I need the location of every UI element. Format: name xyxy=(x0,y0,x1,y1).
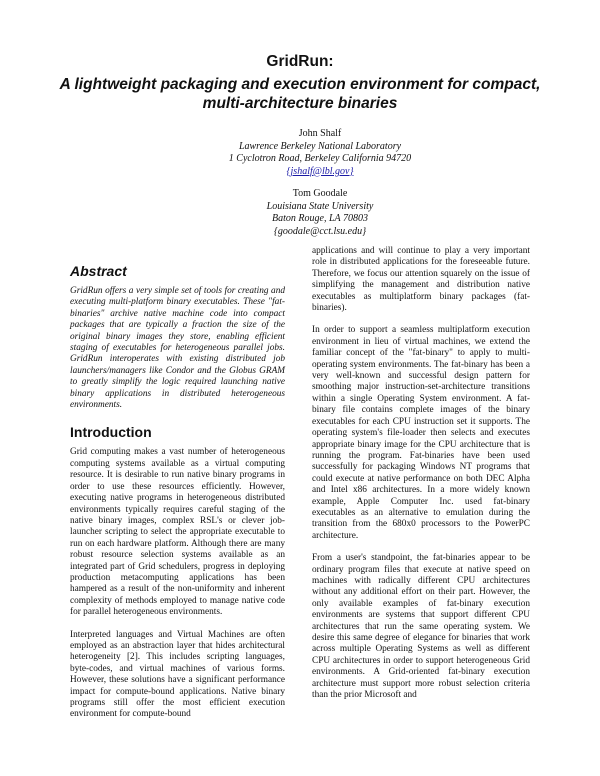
introduction-heading: Introduction xyxy=(70,424,152,441)
left-column xyxy=(70,262,285,732)
author-name: Tom Goodale xyxy=(292,188,348,199)
body-paragraph: Grid computing makes a vast number of heterogeneous computing systems available as a virtual computing resource. It is desirable to run native binary programs in order to use these resources efficiently. However, executing native programs in heterogeneous distributed environments typically requires careful staging of the native binary images, complex RSL's or clever job-launcher scripting to select the appropriate executable to run on each hardware platform. Although there are many robust resource selection systems available as an integrated part of Grid schedulers, progress in deploying production metacomputing applications has been hampered as a result of the non-uniformity and inherent complexity of methods employed to manage native code for parallel heterogeneous environments. xyxy=(70,447,285,618)
author-affiliation: Louisiana State University xyxy=(266,200,374,212)
author-affiliation: Lawrence Berkeley National Laboratory xyxy=(238,140,402,152)
right-column xyxy=(312,246,530,712)
author-address: Baton Rouge, LA 70803 xyxy=(272,213,368,224)
abstract-text: GridRun offers a very simple set of tools for creating and executing multi-platform binary executables. These "fat-binaries" archive native machine code into compact packages that are typically a fraction the size of the original binary images they store, enabling efficient staging of executables for heterogeneous parallel jobs. GridRun interoperates with existing distributed job launchers/managers like Condor and the Globus GRAM to greatly simplify the logic required launching native binary applications in distributed heterogeneous environments. xyxy=(70,286,285,411)
author-name: John Shalf xyxy=(298,128,342,139)
body-paragraph: In order to support a seamless multiplatform execution environment in lieu of virtual machines, we extend the familiar concept of the "fat-binary" to apply to multi-operating system environments. The fat-binary has been a very well-known and successful design pattern for smoothing major instruction-set-architecture transitions within a single Operating System environment. A fat-binary file contains complete images of the binary executables for each CPU instruction set it supports. The operating system's file-loader then selects and executes appropriate binary image for the CPU architecture that is running the program. Fat-binaries have been used successfully for packaging Windows NT programs that could execute at native performance on both DEC Alpha and Intel x86 architectures. In a more widely known example, Apple Computer Inc. used fat-binary executables as an alternative to emulation during the transition from the 680x0 processors to the PowerPC architecture. xyxy=(312,325,530,541)
abstract-heading: Abstract xyxy=(70,263,127,279)
author-email: {goodale@cct.lsu.edu} xyxy=(273,225,367,237)
paper-title: GridRun: xyxy=(266,53,334,70)
body-paragraph: applications and will continue to play a very important role in distributed applications for the foreseeable future. Therefore, we focus our attention squarely on the issue of simplifying the management and distribution native executables as multiplatform binary packages (fat-binaries). xyxy=(312,246,530,314)
body-paragraph: From a user's standpoint, the fat-binaries appear to be ordinary program files that execute at native speed on machines with radically different CPU architectures without any additional effort on their part. However, the only available examples of fat-binary execution environments are systems that support different CPU architectures that run the same operating system. We desire this same degree of elegance for binaries that work across multiple Operating Systems as well as different CPU architectures in order to support heterogeneous Grid environments. A Grid-oriented fat-binary execution architecture must support more robust selection criteria than the prior Microsoft and xyxy=(312,553,530,701)
paper-subtitle: A lightweight packaging and execution environment for compact, multi-architecture binaries xyxy=(59,76,541,112)
author-1 xyxy=(160,128,480,178)
body-paragraph: Interpreted languages and Virtual Machines are often employed as an abstraction layer that hides architectural heterogeneity [2]. This includes scripting languages, byte-codes, and virtual machines of various forms. However, these solutions have a significant performance impact for compute-bound applications. Native binary programs still offer the most efficient execution environment for compute-bound xyxy=(70,629,285,720)
author-2 xyxy=(160,188,480,238)
author-block xyxy=(160,128,480,248)
author-address: 1 Cyclotron Road, Berkeley California 94720 xyxy=(228,153,412,164)
title-block xyxy=(40,52,560,113)
author-email-link[interactable]: {jshalf@lbl.gov} xyxy=(286,165,354,177)
